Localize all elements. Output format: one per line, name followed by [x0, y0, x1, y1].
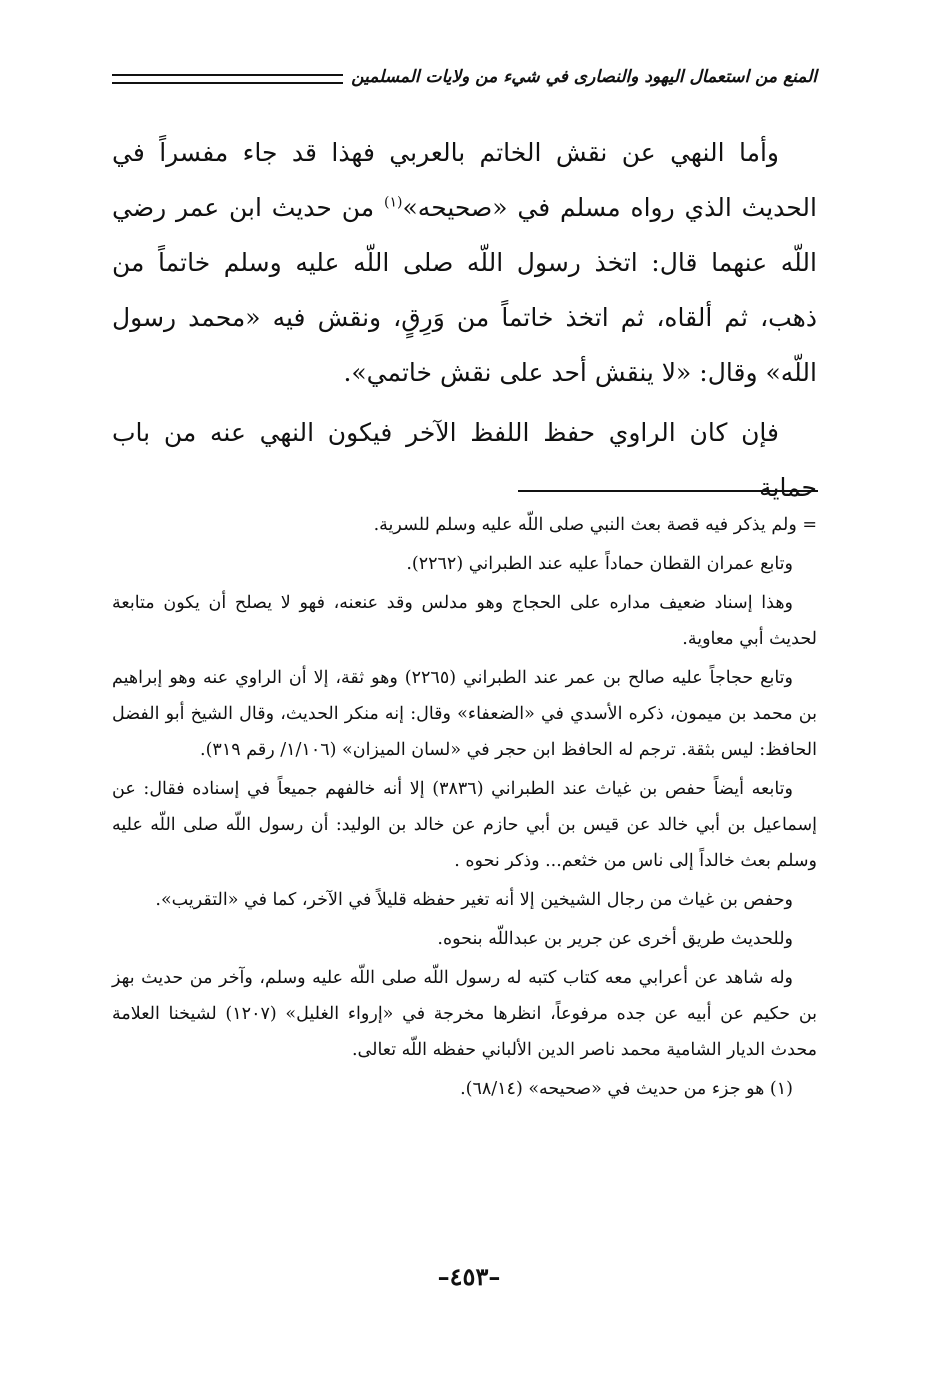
main-text — [112, 125, 817, 515]
footnote-1: (١) هو جزء من حديث في «صحيحه» (٦٨/١٤). — [460, 1079, 793, 1099]
footnote-paragraph: وتابعه أيضاً حفص بن غياث عند الطبراني (٣٨٣٦) إلا أنه خالفهم جميعاً في إسناده فقال: عن إسماعيل بن أبي خالد عن قيس بن أبي حازم عن خالد بن الوليد: أن رسول اللّه صلى اللّه عليه وسلم بعث خالداً إلى ناس من خثعم... وذكر نحوه . — [112, 779, 817, 871]
para1-text-before: وأما النهي عن نقش الخاتم بالعربي فهذا قد جاء مفسراً في الحديث الذي رواه مسلم في «صحيحه» — [112, 138, 817, 222]
para1-text-after: من حديث ابن عمر رضي اللّه عنهما قال: اتخذ رسول اللّه صلى اللّه عليه وسلم خاتماً من ذهب، ثم ألقاه، ثم اتخذ خاتماً من وَرِقٍ، ونقش فيه «محمد رسول اللّه» وقال: «لا ينقش أحد على نقش خاتمي». — [112, 193, 817, 387]
footnote-paragraph: وتابع عمران القطان حماداً عليه عند الطبراني (٢٢٦٢). — [406, 554, 793, 574]
footnote-paragraph: وحفص بن غياث من رجال الشيخين إلا أنه تغير حفظه قليلاً في الآخر، كما في «التقريب». — [155, 890, 793, 910]
footnotes — [112, 507, 817, 1107]
footnote-ref-1[interactable]: (١) — [384, 194, 403, 211]
footnote-separator — [518, 490, 818, 492]
main-paragraph-2: فإن كان الراوي حفظ اللفظ الآخر فيكون النهي عنه من باب حماية — [112, 418, 817, 502]
footnote-continuation: = ولم يذكر فيه قصة بعث النبي صلى اللّه عليه وسلم للسرية. — [373, 515, 817, 535]
footnote-paragraph: وله شاهد عن أعرابي معه كتاب كتبه له رسول اللّه صلى اللّه عليه وسلم، وآخر من حديث بهز بن حكيم عن أبيه عن جده مرفوعاً، انظرها مخرجة في «إرواء الغليل» (١٢٠٧) لشيخنا العلامة محدث الديار الشامية محمد ناصر الدين الألباني حفظه اللّه تعالى. — [112, 968, 818, 1060]
footnote-paragraph: وللحديث طريق أخرى عن جرير بن عبداللّه بنحوه. — [437, 929, 793, 949]
running-header — [112, 60, 817, 94]
main-paragraph-1 — [112, 125, 817, 400]
header-double-rule — [112, 74, 343, 84]
page-number: –٤٥٣– — [437, 1262, 501, 1291]
footnote-paragraph: وهذا إسناد ضعيف مداره على الحجاج وهو مدلس وقد عنعنه، فهو لا يصلح أن يكون متابعة لحديث أبي معاوية. — [112, 593, 817, 649]
header-title: المنع من استعمال اليهود والنصارى في شيء من ولايات المسلمين — [351, 67, 817, 87]
footnote-paragraph: وتابع حجاجاً عليه صالح بن عمر عند الطبراني (٢٢٦٥) وهو ثقة، إلا أن الراوي عنه وهو إبراهيم بن محمد بن ميمون، ذكره الأسدي في «الضعفاء» وقال: إنه منكر الحديث، وقال الشيخ أبو الفضل الحافظ: ليس بثقة. ترجم له الحافظ ابن حجر في «لسان الميزان» (١/١٠٦/ رقم ٣١٩). — [112, 668, 817, 760]
